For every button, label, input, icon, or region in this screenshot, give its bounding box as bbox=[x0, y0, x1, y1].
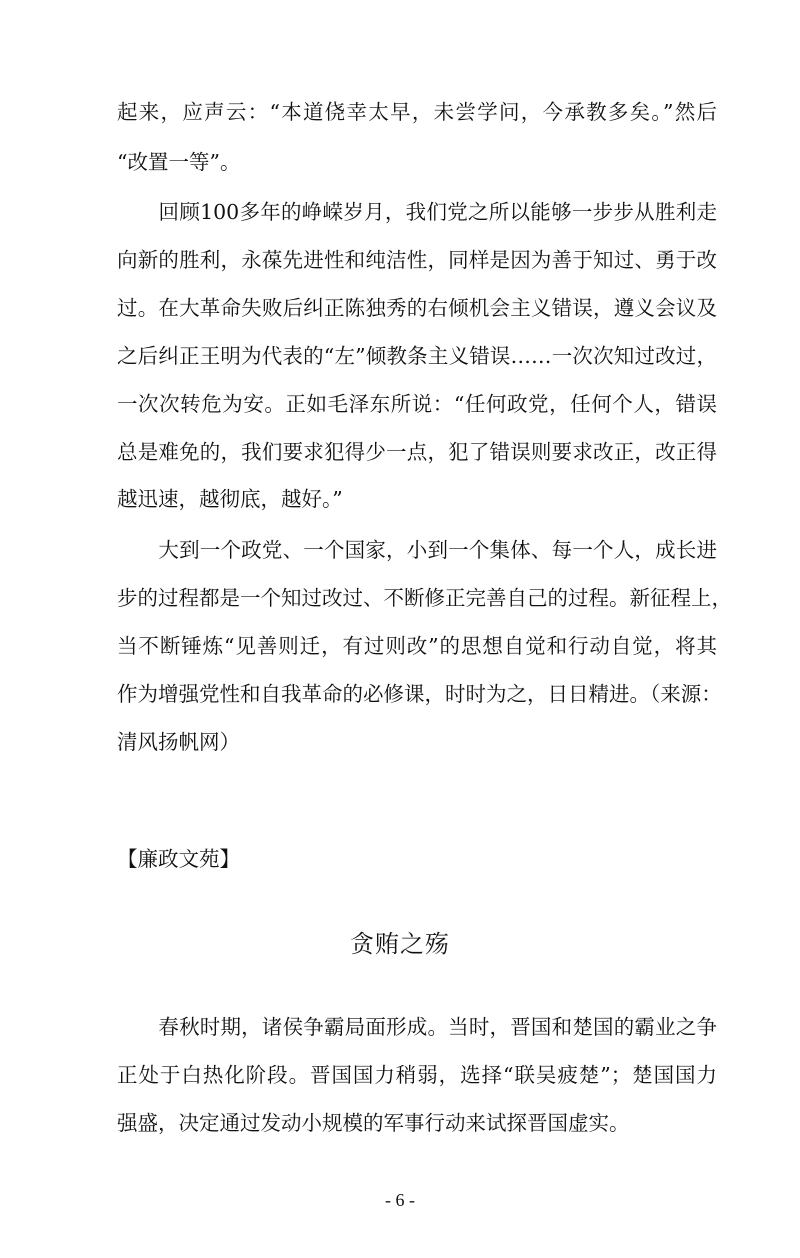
text-line: 之后纠正王明为代表的“左”倾教条主义错误……一次次知过改过， bbox=[117, 344, 717, 368]
text-line: 越迅速，越彻底，越好。” bbox=[117, 487, 343, 511]
text-line: 大到一个政党、一个国家，小到一个集体、每一个人，成长进 bbox=[117, 538, 717, 562]
text-line: 一次次转危为安。正如毛泽东所说：“任何政党，任何个人，错误 bbox=[117, 392, 717, 416]
text-line: 步的过程都是一个知过改过、不断修正完善自己的过程。新征程上， bbox=[117, 586, 732, 610]
text-line: 春秋时期，诸侯争霸局面形成。当时，晋国和楚国的霸业之争 bbox=[117, 1015, 717, 1039]
text-line: 正处于白热化阶段。晋国国力稍弱，选择“联吴疲楚”；楚国国力 bbox=[117, 1063, 717, 1087]
text-line: 向新的胜利，永葆先进性和纯洁性，同样是因为善于知过、勇于改 bbox=[117, 248, 717, 272]
text-line: 清风扬帆网） bbox=[117, 730, 240, 754]
text-line: 起来，应声云：“本道侥幸太早，未尝学问，今承教多矣。”然后 bbox=[117, 100, 717, 124]
text-line: 总是难免的，我们要求犯得少一点，犯了错误则要求改正，改正得 bbox=[117, 440, 717, 464]
text-line: 过。在大革命失败后纠正陈独秀的右倾机会主义错误，遵义会议及 bbox=[117, 296, 717, 320]
page-number: - 6 - bbox=[385, 1190, 415, 1210]
article-title: 贪贿之殇 bbox=[350, 930, 450, 958]
text-line: 强盛，决定通过发动小规模的军事行动来试探晋国虚实。 bbox=[117, 1111, 630, 1135]
text-line: “改置一等”。 bbox=[117, 150, 241, 174]
section-label: 【廉政文苑】 bbox=[117, 847, 240, 871]
text-line: 当不断锤炼“见善则迁，有过则改”的思想自觉和行动自觉，将其 bbox=[117, 634, 717, 658]
text-line: 回顾100多年的峥嵘岁月，我们党之所以能够一步步从胜利走 bbox=[117, 200, 717, 224]
text-line: 作为增强党性和自我革命的必修课，时时为之，日日精进。（来源： bbox=[117, 682, 722, 706]
